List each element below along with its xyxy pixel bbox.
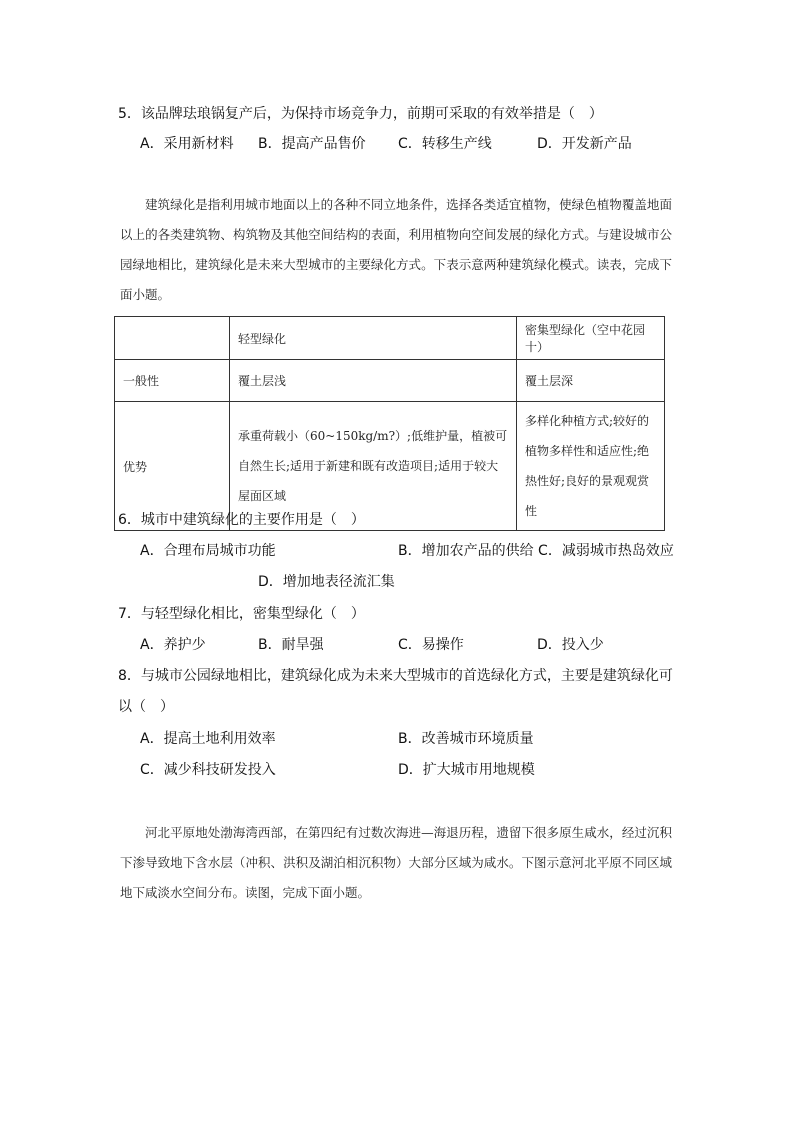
question-7-option-d: D．投入少 [537,637,604,653]
question-8-stem-line-2: 以（ ） [118,699,174,715]
question-7-option-a: A．养护少 [140,637,206,653]
passage-2-text: 河北平原地处渤海湾西部，在第四纪有过数次海进—海退历程，遗留下很多原生咸水，经过沉积下渗导致地下含水层（冲积、洪积及湖泊相沉积物）大部分区域为咸水。下图示意河北平原不同区域地下咸淡水空间分布。读图，完成下面小题。 [120,825,672,900]
passage-1-text: 建筑绿化是指利用城市地面以上的各种不同立地条件，选择各类适宜植物，使绿色植物覆盖地面以上的各类建筑物、构筑物及其他空间结构的表面，利用植物向空间发展的绿化方式。与建设城市公园绿地相比，建筑绿化是未来大型城市的主要绿化方式。下表示意两种建筑绿化模式。读表，完成下面小题。 [120,197,672,302]
table-cell-intensive-advantage: 多样化种植方式;较好的植物多样性和适应性;绝热性好;良好的景观观赏性 [517,402,665,531]
table-header-intensive: 密集型绿化（空中花园十） [517,317,665,360]
question-5-option-d: D．开发新产品 [537,136,632,152]
question-8-option-a: A．提高土地利用效率 [140,731,276,747]
table-cell-intensive-general: 覆土层深 [517,360,665,402]
question-7-option-b: B．耐旱强 [258,637,324,653]
table-cell-light-general: 覆土层浅 [230,360,517,402]
question-6-option-a: A．合理布局城市功能 [140,543,276,559]
reading-passage-2 [120,818,672,908]
reading-passage-1 [120,190,672,310]
table-header-row [115,317,665,360]
table-row-label-general: 一般性 [115,360,230,402]
table-row-label-advantage: 优势 [115,402,230,531]
question-8-option-b: B．改善城市环境质量 [398,731,534,747]
question-6-stem: 6．城市中建筑绿化的主要作用是（ ） [118,512,365,528]
question-8-stem-line-1: 8．与城市公园绿地相比，建筑绿化成为未来大型城市的首选绿化方式，主要是建筑绿化可 [118,668,673,684]
table-header-light: 轻型绿化 [230,317,517,360]
question-8-option-c: C．减少科技研发投入 [140,762,276,778]
green-roof-table [114,316,665,531]
question-6-option-d: D．增加地表径流汇集 [258,574,395,590]
question-5-option-b: B．提高产品售价 [258,136,366,152]
table-cell-light-advantage: 承重荷载小（60~150kg/m?）;低维护量，植被可自然生长;适用于新建和既有改造项目;适用于较大屋面区域 [230,402,517,531]
question-7-stem: 7．与轻型绿化相比，密集型绿化（ ） [118,606,365,622]
question-7-option-c: C．易操作 [398,637,464,653]
question-5-option-a: A．采用新材料 [140,136,234,152]
table-header-empty [115,317,230,360]
question-5-option-c: C．转移生产线 [398,136,492,152]
table-row [115,360,665,402]
question-6-option-b-c: B．增加农产品的供给 C．减弱城市热岛效应 [398,543,674,559]
question-5-stem: 5．该品牌珐琅锅复产后，为保持市场竞争力，前期可采取的有效举措是（ ） [118,106,603,122]
question-8-option-d: D．扩大城市用地规模 [398,762,535,778]
